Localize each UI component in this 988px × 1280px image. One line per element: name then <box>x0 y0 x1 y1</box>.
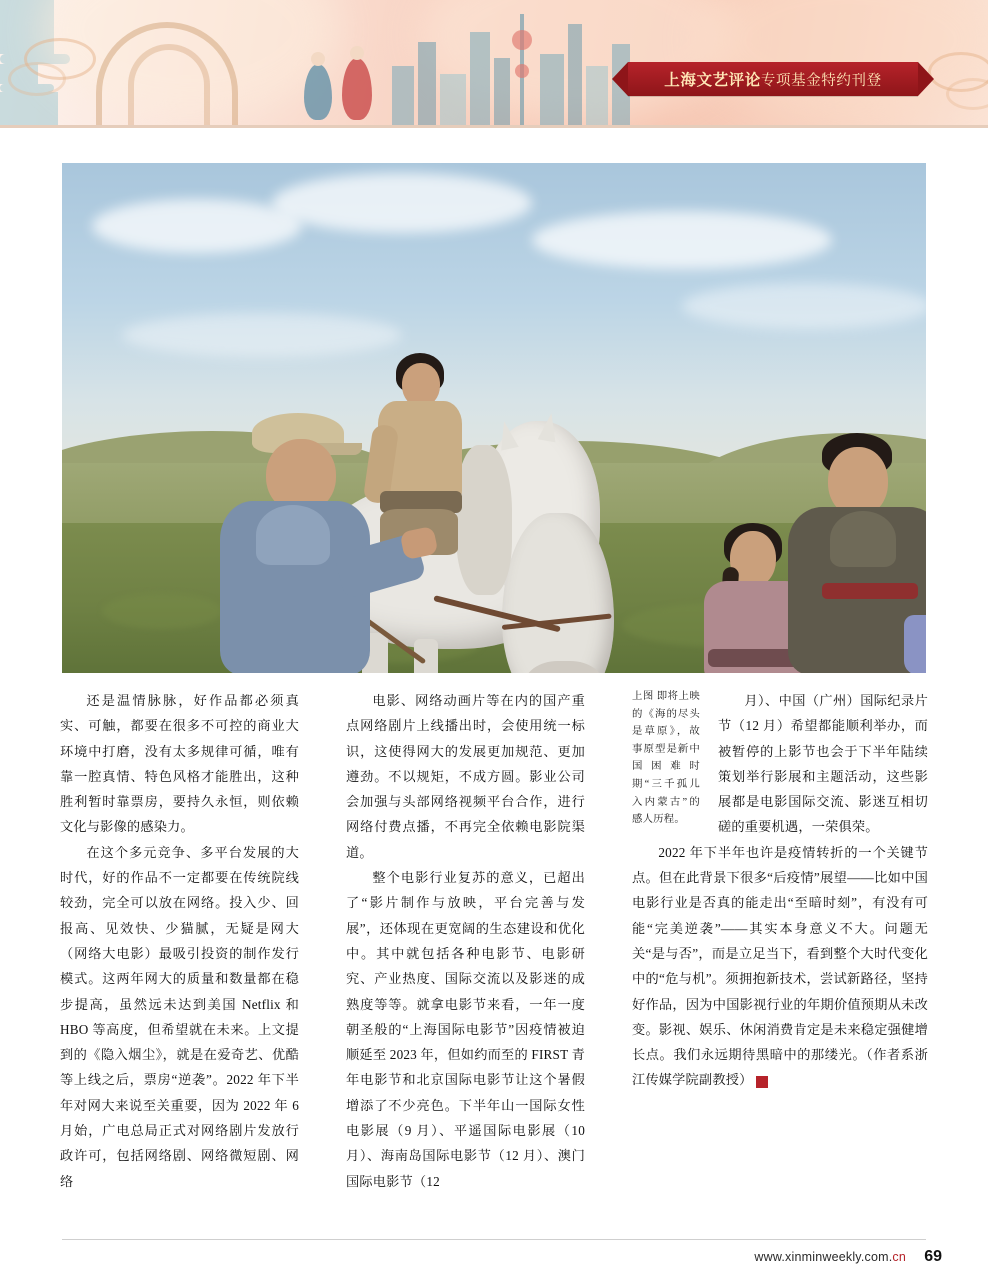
skyline-icon <box>418 42 436 128</box>
paragraph: 电影、网络动画片等在内的国产重点网络剧片上线播出时，会使用统一标识，这使得网大的发展更加规范、更加遵劲。不以规矩，不成方圆。影业公司会加强与头部网络视频平台合作，进行网络付费点播，不再完全依赖电影院渠道。 <box>346 693 585 860</box>
sponsor-ribbon <box>628 62 918 96</box>
footer-url-main: www.xinminweekly.com. <box>754 1250 893 1264</box>
footer-divider <box>62 1239 926 1240</box>
skyline-icon <box>470 32 490 128</box>
skyline-icon <box>494 58 510 128</box>
man-collar <box>256 505 330 565</box>
paragraph-text: 2022 年下半年也许是疫情转折的一个关键节点。但在此背景下很多“后疫情”展望——比如中国电影行业是否真的能走出“至暗时刻”，有没有可能“完美逆袭”——其实本身意义不大。问题无关“是与否”，而是立足当下，看到整个大时代变化中的“危与机”。须拥抱新技术，尝试新路径，坚持好作品，因为中国影视行业的年期价值预期从未改变。影视、娱乐、休闲消费肯定是未来稳定强健增长点。我们永远期待黑暗中的那缕光。（作者系浙江传媒学院副教授） <box>632 844 928 1088</box>
footer-url-tld: cn <box>892 1250 906 1264</box>
column-3-tail <box>632 840 928 1093</box>
text-column-1 <box>60 688 299 1194</box>
photo-cloud <box>122 313 402 357</box>
cloud-motif-icon <box>8 62 66 96</box>
dancer-figure-icon <box>300 46 336 120</box>
paragraph: 整个电影行业复苏的意义，已超出了“影片制作与放映，平台完善与发展”，还体现在更宽阔的生态建设和优化中。其中就包括各种电影节、电影研究、产业热度、国际交流以及影迷的成熟度等等。就拿电影节来看，一年一度朝圣般的“上海国际电影节”因疫情被迫顺延至 2023 年，但如约而至的 FIRST 青年电影节和北京国际电影节让这个暑假增添了不少亮色。下半年山一国际女性电影展（9 月）、平遥国际电影展（10 月）、海南岛国际电影节（12 月）、澳门国际电影节（12 <box>346 870 585 1189</box>
column-3-body <box>718 688 928 840</box>
header-divider <box>0 125 988 128</box>
skyline-icon <box>440 74 466 128</box>
skyline-icon <box>392 66 414 128</box>
caption-text: 上图 即将上映的《海的尽头是草原》，故事原型是新中国困难时期“三千孤儿入内蒙古”的感人历程。 <box>632 691 700 826</box>
photo-grass-tuft <box>102 593 222 629</box>
paragraph: 月）、中国（广州）国际纪录片节（12 月）希望都能顺利举办，而被暂停的上影节也会于下半年陆续策划举行影展和主题活动，这些影展都是电影国际交流、影迷互相切磋的重要机遇，一荣俱荣。 <box>718 693 928 835</box>
footer-website[interactable] <box>754 1250 906 1264</box>
end-mark-icon: 新 <box>756 1076 768 1088</box>
photo-cloud <box>272 173 532 233</box>
skyline-icon <box>586 66 608 128</box>
photo-cloud <box>92 199 302 253</box>
photo-cloud <box>682 283 926 329</box>
text-column-3 <box>632 688 928 1093</box>
article-body <box>60 688 928 1218</box>
young-man-sash <box>822 583 918 599</box>
ribbon-right-notch <box>918 62 934 96</box>
man-with-cap <box>212 413 422 673</box>
ribbon-prefix: 上海文艺评论 <box>664 72 761 89</box>
page-footer <box>0 1234 988 1280</box>
column-3-top <box>632 688 928 840</box>
dancer-figure-icon <box>338 42 376 120</box>
tv-tower-sphere-icon <box>515 64 529 78</box>
tv-tower-sphere-icon <box>512 30 532 50</box>
cloud-motif-icon <box>946 78 988 110</box>
ribbon-suffix: 专项基金特约刊登 <box>760 73 882 89</box>
ribbon-label <box>664 68 881 90</box>
arch-motif-icon <box>128 44 210 128</box>
photo-cloud <box>532 211 832 269</box>
skyline-icon <box>568 24 582 128</box>
skyline-icon <box>540 54 564 128</box>
ribbon-left-notch <box>612 62 628 96</box>
text-column-2 <box>346 688 585 1194</box>
page-number: 69 <box>924 1248 942 1265</box>
photo-caption <box>632 688 700 829</box>
backpack-icon <box>904 615 926 673</box>
pagoda-icon <box>0 92 58 128</box>
paragraph <box>632 840 928 1093</box>
paragraph: 还是温情脉脉，好作品都必须真实、可触，都要在很多不可控的商业大环境中打磨，没有太多规律可循，唯有靠一腔真情、特色风格才能胜出，这种胜利暂时靠票房，要持久永恒，则依赖文化与影像的感染力。 <box>60 693 299 835</box>
paragraph: 在这个多元竞争、多平台发展的大时代，好的作品不一定都要在传统院线较劲，完全可以放在网络。投入少、回报高、见效快、少猫腻，无疑是网大（网络大电影）最吸引投资的制作发行模式。这两年网大的质量和数量都在稳步提高，虽然远未达到美国 Netflix 和 HBO 等高度，但希望就在未来。上文提到的《隐入烟尘》，就是在爱奇艺、优酷等上线之后，票房“逆袭”。2022 年下半年对网大来说至关重要，因为 2022 年 6 月始，广电总局正式对网络剧片发放行政许可，包括网络剧、网络微短剧、网络 <box>60 844 299 1189</box>
film-still-photo <box>62 163 926 673</box>
young-man-collar <box>830 511 896 567</box>
young-man <box>782 433 926 673</box>
